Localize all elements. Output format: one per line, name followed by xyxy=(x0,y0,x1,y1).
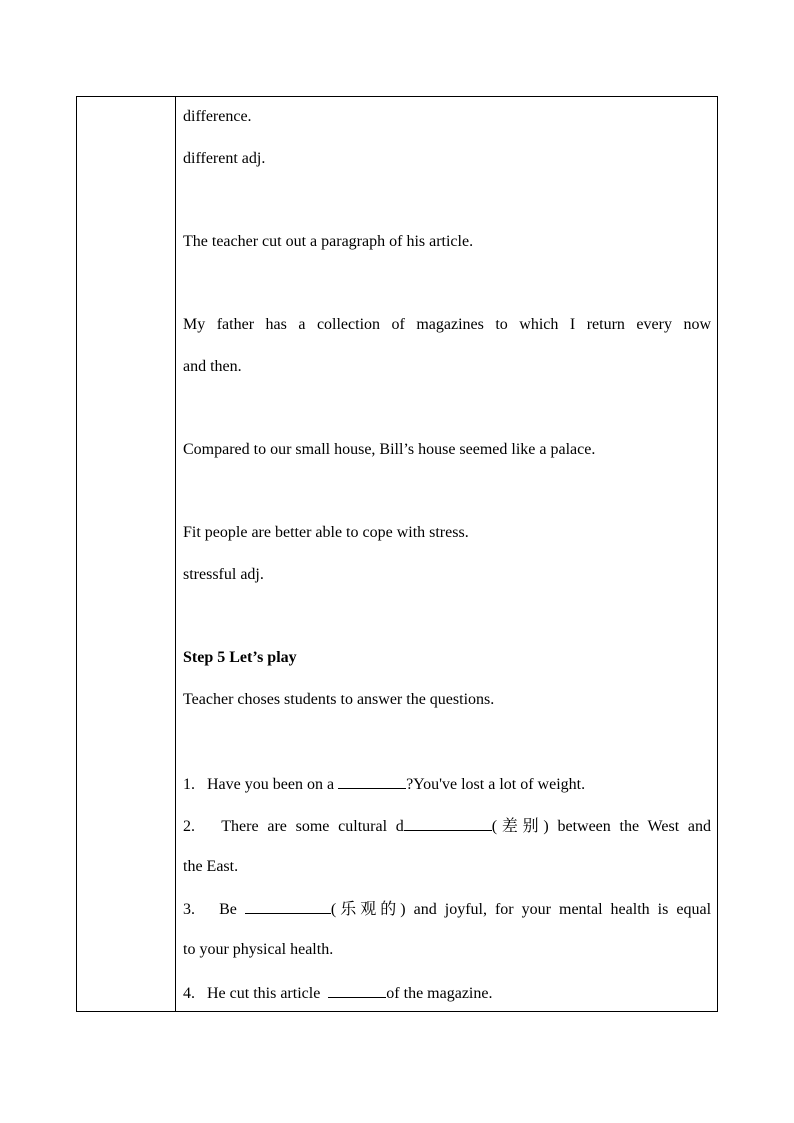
question-text: ?You've lost a lot of weight. xyxy=(406,776,586,793)
example-compared: Compared to our small house, Bill’s house seemed like a palace. xyxy=(183,441,596,458)
question-text: of the magazine. xyxy=(386,985,493,1002)
answer-blank[interactable] xyxy=(338,773,406,789)
text-teacher-choses: Teacher choses students to answer the questions. xyxy=(183,691,495,708)
left-column-cell xyxy=(77,97,176,1011)
question-3-continued: to your physical health. xyxy=(183,941,334,958)
answer-blank[interactable] xyxy=(404,815,492,831)
answer-blank[interactable] xyxy=(245,898,331,914)
content-cell xyxy=(176,97,719,1011)
lesson-table xyxy=(76,96,718,1012)
question-text: Be xyxy=(219,901,237,918)
example-teacher-cut: The teacher cut out a paragraph of his article. xyxy=(183,233,474,250)
answer-blank[interactable] xyxy=(328,982,386,998)
question-1 xyxy=(183,773,711,795)
text-difference: difference. xyxy=(183,108,252,125)
step5-heading: Step 5 Let’s play xyxy=(183,649,297,666)
example-father-line1: My father has a collection of magazines to which I return every now xyxy=(183,316,711,333)
question-text: (乐观的) and joyful, for your mental health is equal xyxy=(330,901,711,918)
question-number: 1. xyxy=(183,776,195,793)
question-text: Have you been on a xyxy=(207,776,335,793)
question-text: (差别) between the West and xyxy=(491,818,711,835)
question-number: 2. xyxy=(183,818,195,835)
example-father-line2: and then. xyxy=(183,358,242,375)
question-number: 4. xyxy=(183,985,195,1002)
question-2-continued: the East. xyxy=(183,858,239,875)
text-stressful-adj: stressful adj. xyxy=(183,566,264,583)
text-different-adj: different adj. xyxy=(183,150,266,167)
question-2 xyxy=(183,815,711,837)
question-3 xyxy=(183,898,711,920)
question-4 xyxy=(183,982,711,1004)
question-number: 3. xyxy=(183,901,195,918)
question-text: There are some cultural d xyxy=(221,818,404,835)
question-text: He cut this article xyxy=(207,985,321,1002)
example-fit-people: Fit people are better able to cope with stress. xyxy=(183,524,469,541)
